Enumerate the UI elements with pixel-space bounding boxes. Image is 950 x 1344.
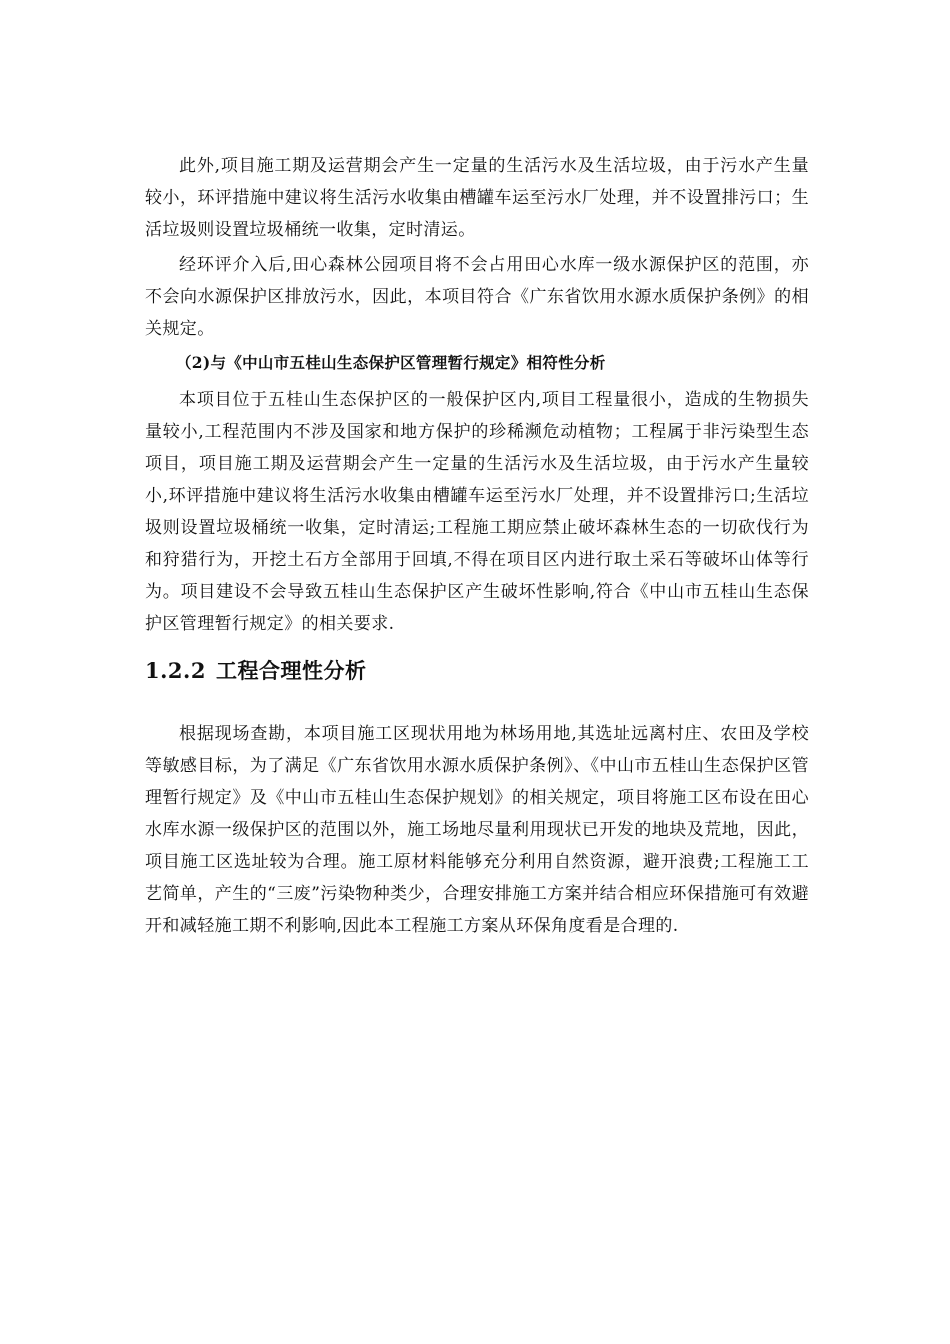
paragraph-water-source-compliance: 经环评介入后,田心森林公园项目将不会占用田心水库一级水源保护区的范围，亦不会向水源保护区排放污水，因此，本项目符合《广东省饮用水源水质保护条例》的相关规定。: [145, 255, 809, 339]
document-body: [145, 150, 809, 945]
subheading-wuguishan-compliance: （2)与《中山市五桂山生态保护区管理暂行规定》相符性分析: [176, 353, 606, 372]
section-heading: [145, 654, 809, 688]
paragraph-wuguishan-analysis: 本项目位于五桂山生态保护区的一般保护区内,项目工程量很小，造成的生物损失量较小,工程范围内不涉及国家和地方保护的珍稀濒危动植物；工程属于非污染型生态项目，项目施工期及运营期会产生一定量的生活污水及生活垃圾，由于污水产生量较小,环评措施中建议将生活污水收集由槽罐车运至污水厂处理，并不设置排污口;生活垃圾则设置垃圾桶统一收集，定时清运;工程施工期应禁止破坏森林生态的一切砍伐行为和狩猎行为，开挖土石方全部用于回填,不得在项目区内进行取土采石等破坏山体等行为。项目建设不会导致五桂山生态保护区产生破坏性影响,符合《中山市五桂山生态保护区管理暂行规定》的相关要求.: [145, 390, 809, 634]
section-title: 工程合理性分析: [215, 658, 367, 683]
section-number: 1.2.2: [145, 658, 206, 683]
paragraph-domestic-waste: 此外,项目施工期及运营期会产生一定量的生活污水及生活垃圾，由于污水产生量较小，环评措施中建议将生活污水收集由槽罐车运至污水厂处理，并不设置排污口；生活垃圾则设置垃圾桶统一收集，定时清运。: [145, 156, 809, 240]
paragraph-engineering-rationality: 根据现场查勘，本项目施工区现状用地为林场用地,其选址远离村庄、农田及学校等敏感目标，为了满足《广东省饮用水源水质保护条例》、《中山市五桂山生态保护区管理暂行规定》及《中山市五桂山生态保护规划》的相关规定，项目将施工区布设在田心水库水源一级保护区的范围以外，施工场地尽量利用现状已开发的地块及荒地，因此，项目施工区选址较为合理。施工原材料能够充分利用自然资源，避开浪费;工程施工工艺简单，产生的“三废”污染物种类少，合理安排施工方案并结合相应环保措施可有效避开和减轻施工期不利影响,因此本工程施工方案从环保角度看是合理的.: [145, 724, 809, 936]
